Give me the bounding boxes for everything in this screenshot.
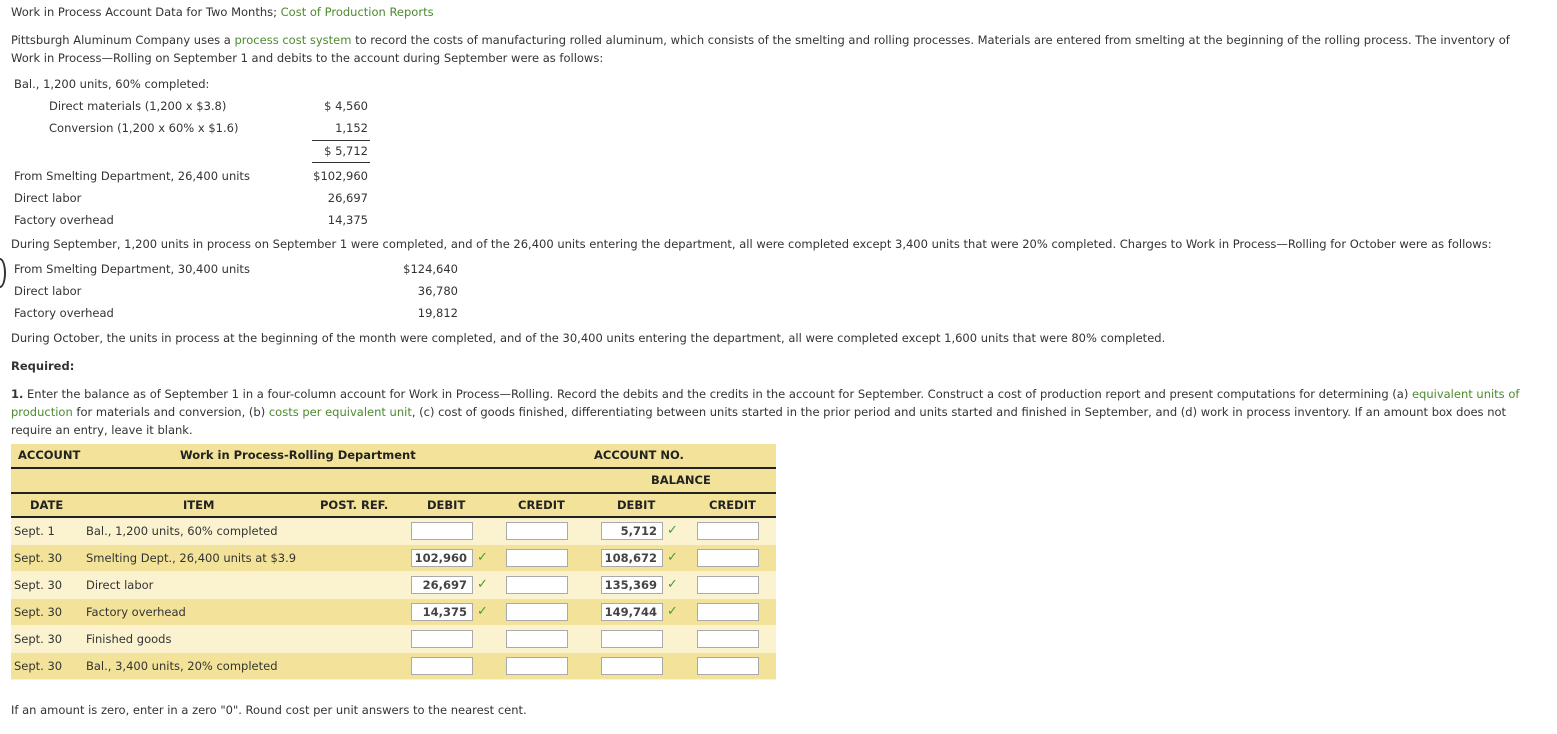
problem-heading: [11, 5, 434, 19]
requirement-number: 1.: [11, 387, 24, 401]
october-paragraph: During October, the units in process at the beginning of the month were completed, and of the 30,400 units entering the department, all were completed except 1,600 units that were 80% completed.: [11, 331, 1166, 345]
debit-input[interactable]: 14,375: [411, 603, 473, 621]
costs-per-equivalent-unit-link[interactable]: costs per equivalent unit: [268, 405, 412, 419]
check-icon: ✓: [667, 523, 678, 538]
ledger-row: [11, 626, 776, 652]
ledger-account: [11, 444, 776, 680]
row-item: Bal., 1,200 units, 60% completed: [86, 524, 278, 538]
col-balance-debit: DEBIT: [617, 498, 656, 512]
requirement-1: [11, 385, 1539, 439]
ledger-column-header: [11, 494, 776, 518]
sept-direct-materials-label: Direct materials (1,200 x $3.8): [49, 99, 227, 113]
row-date: Sept. 1: [14, 524, 55, 538]
row-item: Finished goods: [86, 632, 172, 646]
balance-credit-input[interactable]: [697, 576, 759, 594]
total-rule: [312, 162, 370, 163]
balance-debit-input[interactable]: 149,744: [601, 603, 663, 621]
check-icon: ✓: [667, 604, 678, 619]
required-label: Required:: [11, 359, 75, 373]
bracket-decoration: [0, 258, 6, 288]
row-item: Direct labor: [86, 578, 154, 592]
row-date: Sept. 30: [14, 605, 63, 619]
row-item: Smelting Dept., 26,400 units at $3.9: [86, 551, 297, 565]
equivalent-units-link[interactable]: equivalent units of production: [11, 387, 1520, 419]
balance-credit-input[interactable]: [697, 657, 759, 675]
september-paragraph: During September, 1,200 units in process on September 1 were completed, and of the 26,400 units entering the department, all were completed except 3,400 units that were 20% completed. Charges to Work in Process—Rolling for October were as follows:: [11, 237, 1492, 251]
intro-text-2: to record the costs of manufacturing rolled aluminum, which consists of the smelting and rolling processes. Materials are entered from smelting at the beginning of the rolling process. The inventory of Work in Process—Rolling on September 1 and debits to the account during September were as follows:: [11, 33, 1510, 65]
ledger-row: [11, 545, 776, 571]
credit-input[interactable]: [506, 657, 568, 675]
balance-debit-input[interactable]: [601, 657, 663, 675]
balance-credit-input[interactable]: [697, 522, 759, 540]
debit-input[interactable]: 26,697: [411, 576, 473, 594]
row-item: Bal., 3,400 units, 20% completed: [86, 659, 278, 673]
intro-paragraph: [11, 31, 1539, 67]
debit-input[interactable]: 102,960: [411, 549, 473, 567]
oct-direct-labor-label: Direct labor: [14, 284, 82, 298]
intro-text-1: Pittsburgh Aluminum Company uses a: [11, 33, 235, 47]
process-cost-system-link[interactable]: process cost system: [234, 33, 352, 47]
account-label: ACCOUNT: [18, 448, 81, 462]
oct-smelting-amount: $124,640: [403, 262, 458, 276]
col-balance-credit: CREDIT: [709, 498, 756, 512]
sept-factory-overhead-label: Factory overhead: [14, 213, 114, 227]
balance-credit-input[interactable]: [697, 549, 759, 567]
requirement-text-3: , (c) cost of goods finished, differentiating between units started in the prior period and units started and finished in September, and (d) work in process inventory. If an amount box does not require an entry, leave it blank.: [11, 405, 1507, 437]
balance-credit-input[interactable]: [697, 630, 759, 648]
account-name: Work in Process-Rolling Department: [180, 448, 416, 462]
sept-conversion-label: Conversion (1,200 x 60% x $1.6): [49, 121, 239, 135]
credit-input[interactable]: [506, 630, 568, 648]
heading-prefix: Work in Process Account Data for Two Months;: [11, 5, 281, 19]
sept-factory-overhead-amount: 14,375: [327, 213, 368, 227]
sept-conversion-amount: 1,152: [335, 121, 368, 135]
oct-smelting-label: From Smelting Department, 30,400 units: [14, 262, 250, 276]
sept-direct-materials-amount: $ 4,560: [324, 99, 368, 113]
row-date: Sept. 30: [14, 659, 63, 673]
balance-debit-input[interactable]: 135,369: [601, 576, 663, 594]
balance-credit-input[interactable]: [697, 603, 759, 621]
check-icon: ✓: [667, 577, 678, 592]
footer-note: If an amount is zero, enter in a zero "0". Round cost per unit answers to the nearest cent.: [11, 703, 527, 717]
ledger-row: [11, 518, 776, 544]
sept-direct-labor-label: Direct labor: [14, 191, 82, 205]
oct-factory-overhead-amount: 19,812: [417, 306, 458, 320]
debit-input[interactable]: [411, 657, 473, 675]
balance-debit-input[interactable]: [601, 630, 663, 648]
col-debit: DEBIT: [427, 498, 466, 512]
row-date: Sept. 30: [14, 551, 63, 565]
row-date: Sept. 30: [14, 632, 63, 646]
oct-factory-overhead-label: Factory overhead: [14, 306, 114, 320]
col-date: DATE: [30, 498, 64, 512]
credit-input[interactable]: [506, 603, 568, 621]
sept-smelting-amount: $102,960: [313, 169, 368, 183]
oct-direct-labor-amount: 36,780: [417, 284, 458, 298]
debit-input[interactable]: [411, 522, 473, 540]
requirement-text-1: Enter the balance as of September 1 in a four-column account for Work in Process—Rolling. Record the debits and the credits in the account for September. Construct a cost of production report and present computations for determining (a): [23, 387, 1412, 401]
ledger-account-header: [11, 444, 776, 469]
credit-input[interactable]: [506, 576, 568, 594]
check-icon: ✓: [667, 550, 678, 565]
row-date: Sept. 30: [14, 578, 63, 592]
col-credit: CREDIT: [518, 498, 565, 512]
heading-link[interactable]: Cost of Production Reports: [280, 5, 434, 19]
sept-balance-label: Bal., 1,200 units, 60% completed:: [14, 77, 210, 91]
ledger-row: [11, 572, 776, 598]
sept-balance-total: $ 5,712: [324, 144, 368, 158]
ledger-row: [11, 653, 776, 679]
row-item: Factory overhead: [86, 605, 186, 619]
subtotal-rule: [312, 140, 370, 141]
account-no-label: ACCOUNT NO.: [594, 448, 684, 462]
balance-debit-input[interactable]: 108,672: [601, 549, 663, 567]
col-item: ITEM: [183, 498, 215, 512]
debit-input[interactable]: [411, 630, 473, 648]
credit-input[interactable]: [506, 522, 568, 540]
requirement-text-2: for materials and conversion, (b): [72, 405, 269, 419]
sept-direct-labor-amount: 26,697: [327, 191, 368, 205]
ledger-row: [11, 599, 776, 625]
col-post-ref: POST. REF.: [320, 498, 389, 512]
sept-smelting-label: From Smelting Department, 26,400 units: [14, 169, 250, 183]
check-icon: ✓: [477, 604, 488, 619]
balance-debit-input[interactable]: 5,712: [601, 522, 663, 540]
balance-label: BALANCE: [651, 473, 711, 487]
check-icon: ✓: [477, 577, 488, 592]
ledger-balance-header: [11, 469, 776, 494]
check-icon: ✓: [477, 550, 488, 565]
credit-input[interactable]: [506, 549, 568, 567]
